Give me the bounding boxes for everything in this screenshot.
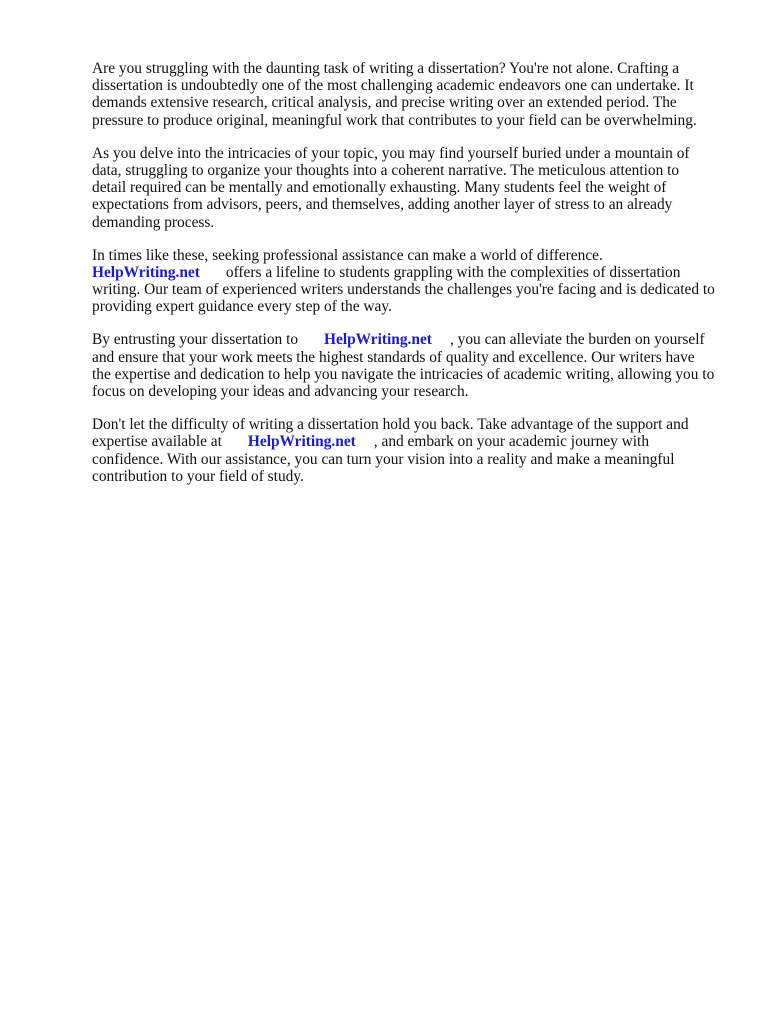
text-line: writing. Our team of experienced writers understands the challenges you're facing and is dedicated to (92, 281, 715, 299)
text-line: data, struggling to organize your thoughts into a coherent narrative. The meticulous attention to (92, 161, 680, 179)
text-fragment: , you can alleviate the burden on yourself (449, 331, 705, 349)
text-line: dissertation is undoubtedly one of the most challenging academic endeavors one can undertake. It (92, 77, 694, 95)
text-line-with-link (92, 331, 732, 348)
text-line: focus on developing your ideas and advancing your research. (92, 383, 469, 400)
text-line: contribution to your field of study. (92, 467, 304, 485)
text-line: Don't let the difficulty of writing a dissertation hold you back. Take advantage of the support and (92, 416, 689, 434)
text-fragment: offers a lifeline to students grappling with the complexities of dissertation (225, 263, 681, 281)
text-line: providing expert guidance every step of the way. (92, 298, 392, 316)
text-line: In times like these, seeking professional assistance can make a world of difference. (92, 246, 603, 264)
text-fragment: By entrusting your dissertation to (92, 331, 299, 349)
text-line: demands extensive research, critical analysis, and precise writing over an extended period. The (92, 94, 677, 112)
text-line: and ensure that your work meets the highest standards of quality and excellence. Our writers have (92, 348, 695, 366)
text-line-with-link (92, 433, 732, 450)
document-page (92, 60, 732, 501)
text-fragment: , and embark on your academic journey with (373, 433, 650, 451)
text-line: Are you struggling with the daunting task of writing a dissertation? You're not alone. Crafting a (92, 60, 680, 77)
helpwriting-link[interactable]: HelpWriting.net (92, 263, 200, 281)
paragraph-closing (92, 416, 732, 485)
paragraph-intricacies (92, 145, 732, 231)
text-line: demanding process. (92, 213, 215, 231)
text-line: As you delve into the intricacies of your topic, you may find yourself buried under a mountain of (92, 144, 690, 162)
text-line: confidence. With our assistance, you can turn your vision into a reality and make a meaningful (92, 450, 675, 468)
paragraph-intro (92, 60, 732, 129)
text-fragment: expertise available at (92, 433, 222, 451)
text-line: the expertise and dedication to help you navigate the intricacies of academic writing, allowing you to (92, 365, 715, 383)
helpwriting-link[interactable]: HelpWriting.net (247, 433, 356, 451)
text-line: pressure to produce original, meaningful work that contributes to your field can be overwhelming. (92, 111, 697, 129)
paragraph-assistance (92, 247, 732, 316)
text-line-with-link (92, 264, 732, 281)
helpwriting-link[interactable]: HelpWriting.net (324, 331, 432, 349)
paragraph-entrusting (92, 331, 732, 400)
text-line: expectations from advisors, peers, and themselves, adding another layer of stress to an already (92, 196, 673, 214)
text-line: detail required can be mentally and emotionally exhausting. Many students feel the weight of (92, 179, 667, 197)
